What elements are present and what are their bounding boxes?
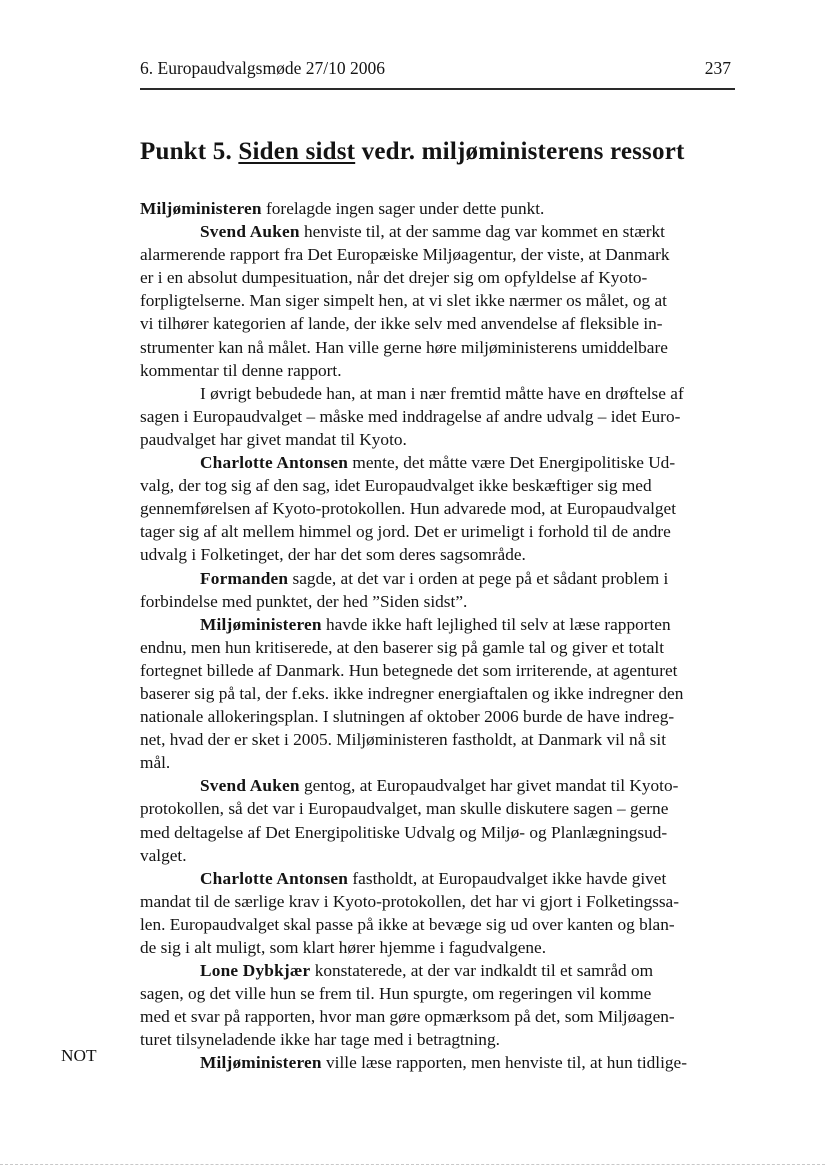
text-line — [140, 243, 732, 266]
text-line — [140, 567, 732, 590]
margin-note: NOT — [61, 1046, 97, 1065]
text-line — [140, 705, 732, 728]
line-text: gentog, at Europaudvalget har givet mandat til Kyoto- — [299, 776, 679, 796]
line-text: len. Europaudvalget skal passe på ikke at bevæge sig ud over kanten og blan- — [140, 914, 675, 934]
line-text: mål. — [140, 753, 171, 773]
text-line — [140, 197, 732, 220]
text-line — [140, 451, 732, 474]
text-line — [140, 428, 732, 451]
text-line — [140, 959, 732, 982]
text-line — [140, 336, 732, 359]
line-text: strumenter kan nå målet. Han ville gerne høre miljøministerens umiddelbare — [140, 337, 668, 357]
line-text: alarmerende rapport fra Det Europæiske Miljøagentur, der viste, at Danmark — [140, 245, 670, 265]
speaker-name: Svend Auken — [200, 222, 300, 242]
speaker-name: Formanden — [200, 568, 289, 588]
line-text: er i en absolut dumpesituation, når det drejer sig om opfyldelse af Kyoto- — [140, 268, 648, 288]
line-text: paudvalget har givet mandat til Kyoto. — [140, 429, 407, 449]
text-line — [140, 636, 732, 659]
line-text: med deltagelse af Det Energipolitiske Udvalg og Miljø- og Planlægningsud- — [140, 822, 668, 842]
text-line — [140, 220, 732, 243]
text-line — [140, 613, 732, 636]
page-number: 237 — [704, 58, 731, 78]
text-line — [140, 590, 732, 613]
line-text: udvalg i Folketinget, der har det som deres sagsområde. — [140, 545, 526, 565]
page-header — [140, 58, 733, 86]
text-line — [140, 728, 732, 751]
text-line — [140, 266, 732, 289]
line-text: valg, der tog sig af den sag, idet Europaudvalget ikke beskæftiger sig med — [140, 476, 652, 496]
section-heading — [140, 138, 685, 166]
line-text: med et svar på rapporten, hvor man gøre opmærksom på det, som Miljøagen- — [140, 1007, 675, 1027]
line-text: vi tilhører kategorien af lande, der ikke selv med anvendelse af fleksible in- — [140, 314, 663, 334]
line-text: kommentar til denne rapport. — [140, 360, 342, 380]
text-line — [140, 936, 732, 959]
text-line — [140, 821, 732, 844]
text-line — [140, 982, 732, 1005]
line-text: nationale allokeringsplan. I slutningen af oktober 2006 burde de have indreg- — [140, 707, 675, 727]
line-text: protokollen, så det var i Europaudvalget, man skulle diskutere sagen – gerne — [140, 799, 669, 819]
line-text: baserer sig på tal, der f.eks. ikke indregner energiaftalen og ikke indregner den — [140, 683, 684, 703]
text-line — [140, 659, 732, 682]
text-line — [140, 474, 732, 497]
line-text: gennemførelsen af Kyoto-protokollen. Hun advarede mod, at Europaudvalget — [140, 499, 677, 519]
line-text: sagde, at det var i orden at pege på et sådant problem i — [288, 568, 669, 588]
text-line — [140, 797, 732, 820]
line-text: havde ikke haft lejlighed til selv at læse rapporten — [321, 614, 671, 634]
minutes-body — [140, 197, 732, 1075]
text-line — [140, 913, 732, 936]
text-line — [140, 682, 732, 705]
line-text: ville læse rapporten, men henviste til, at hun tidlige- — [321, 1053, 687, 1073]
line-text: net, hvad der er sket i 2005. Miljøministeren fastholdt, at Danmark vil nå sit — [140, 730, 667, 750]
speaker-name: Svend Auken — [200, 776, 300, 796]
line-text: forpligtelserne. Man siger simpelt hen, at vi slet ikke nærmer os målet, og at — [140, 291, 667, 311]
text-line — [140, 1028, 732, 1051]
text-line — [140, 405, 732, 428]
line-text: I øvrigt bebudede han, at man i nær fremtid måtte have en drøftelse af — [200, 383, 684, 403]
heading-suffix: vedr. miljøministerens ressort — [355, 138, 685, 165]
line-text: mandat til de særlige krav i Kyoto-protokollen, det har vi gjort i Folketingssa- — [140, 891, 679, 911]
speaker-name: Miljøministeren — [140, 199, 262, 218]
line-text: sagen i Europaudvalget – måske med inddragelse af andre udvalg – idet Euro- — [140, 406, 681, 426]
text-line — [140, 844, 732, 867]
text-line — [140, 520, 732, 543]
line-text: turet tilsyneladende ikke har tage med i betragtning. — [140, 1030, 500, 1050]
text-line — [140, 497, 732, 520]
text-line — [140, 1005, 732, 1028]
text-line — [140, 1051, 732, 1074]
heading-underlined: Siden sidst — [238, 138, 356, 165]
line-text: konstaterede, at der var indkaldt til et samråd om — [310, 961, 654, 981]
text-line — [140, 289, 732, 312]
header-rule — [140, 88, 735, 90]
scan-edge — [0, 1164, 825, 1165]
line-text: forelagde ingen sager under dette punkt. — [261, 199, 545, 218]
text-line — [140, 890, 732, 913]
text-line — [140, 312, 732, 335]
text-line — [140, 867, 732, 890]
heading-prefix: Punkt 5. — [140, 138, 239, 165]
speaker-name: Miljøministeren — [200, 614, 322, 634]
speaker-name: Charlotte Antonsen — [200, 868, 349, 888]
line-text: henviste til, at der samme dag var kommet en stærkt — [299, 222, 665, 242]
text-line — [140, 543, 732, 566]
line-text: sagen, og det ville hun se frem til. Hun spurgte, om regeringen vil komme — [140, 984, 652, 1004]
line-text: mente, det måtte være Det Energipolitiske Ud- — [348, 453, 676, 473]
speaker-name: Charlotte Antonsen — [200, 453, 349, 473]
speaker-name: Miljøministeren — [200, 1053, 322, 1073]
text-line — [140, 774, 732, 797]
header-title: 6. Europaudvalgsmøde 27/10 2006 — [140, 58, 385, 78]
speaker-name: Lone Dybkjær — [200, 961, 311, 981]
line-text: fortegnet billede af Danmark. Hun betegnede det som irriterende, at agenturet — [140, 660, 678, 680]
line-text: de sig i alt muligt, som klart hører hjemme i fagudvalgene. — [140, 938, 547, 957]
text-line — [140, 382, 732, 405]
line-text: valget. — [140, 845, 187, 865]
line-text: forbindelse med punktet, der hed ”Siden sidst”. — [140, 591, 468, 611]
line-text: fastholdt, at Europaudvalget ikke havde givet — [348, 868, 667, 888]
text-line — [140, 751, 732, 774]
text-line — [140, 359, 732, 382]
line-text: endnu, men hun kritiserede, at den baserer sig på gamle tal og giver et totalt — [140, 637, 665, 657]
line-text: tager sig af alt mellem himmel og jord. Det er urimeligt i forhold til de andre — [140, 522, 671, 542]
